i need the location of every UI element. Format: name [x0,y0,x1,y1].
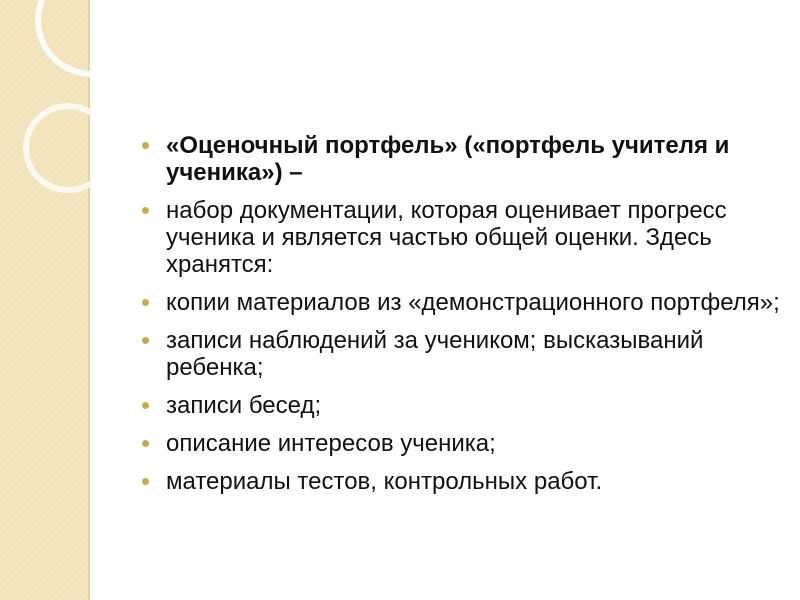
bullet-item-title: «Оценочный портфель» («портфель учителя и ученика») – [140,132,780,186]
bullet-list [140,132,780,506]
ring-decoration-icon [0,0,150,200]
bullet-item-interests: описание интересов ученика; [140,430,780,457]
small-ring [26,106,110,190]
large-ring [38,0,146,74]
bullet-item-tests: материалы тестов, контрольных работ. [140,468,780,495]
bullet-item-observations: записи наблюдений за учеником; высказываний ребенка; [140,327,780,381]
bullet-item-conversations: записи бесед; [140,392,780,419]
bullet-item-copies: копии материалов из «демонстрационного портфеля»; [140,289,780,316]
bullet-item-definition: набор документации, которая оценивает прогресс ученика и является частью общей оценки. Здесь хранятся: [140,197,780,278]
